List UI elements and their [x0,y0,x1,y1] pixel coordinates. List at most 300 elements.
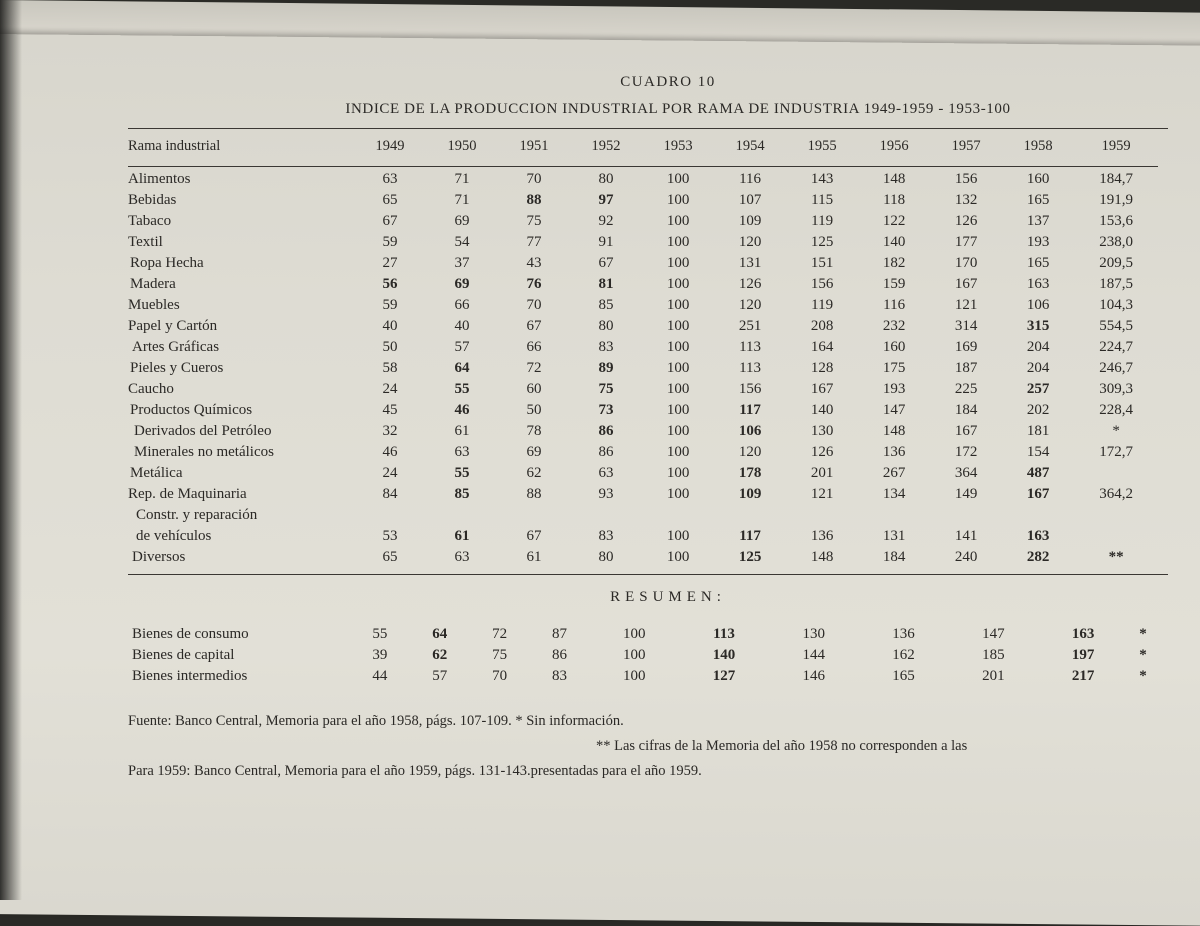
cell-value: 80 [598,318,614,334]
cell-value: 57 [454,339,470,355]
cell-value: 63 [454,444,470,460]
col-header-rama: Rama industrial [128,137,221,154]
cell-value: 117 [739,402,761,418]
cell-value [1074,526,1158,547]
row-label: Minerales no metálicos [134,444,274,460]
cell-value: 204 [1026,339,1050,355]
cell-value: 71 [454,192,470,208]
cell-value: 148 [882,171,906,187]
cell-value: 246,7 [1099,360,1133,376]
cell-value: 88 [526,486,542,502]
cell-value: 156 [954,171,978,187]
cell-value: 24 [382,381,398,397]
cell-value: 163 [1071,626,1095,642]
cell-value: 134 [882,486,906,502]
production-index-table [128,129,1158,568]
cell-value: 64 [432,626,448,642]
cell-value: 208 [810,318,834,334]
cell-value: 100 [623,626,646,642]
cell-value: 131 [738,255,762,271]
cell-value: 86 [598,444,614,460]
cell-value: 172 [954,444,978,460]
cell-value: 119 [811,213,834,229]
cell-value: 193 [882,381,906,397]
cell-value: 59 [382,234,398,250]
cell-value: 184,7 [1099,171,1133,187]
cell-value: 37 [454,255,470,271]
table-row [128,295,1158,316]
cell-value: 170 [954,255,978,271]
col-header-1958: 1958 [1023,137,1053,154]
table-row [128,337,1158,358]
cell-value: 80 [598,171,614,187]
cell-value: 75 [598,381,614,397]
row-label: Textil [128,234,163,250]
cell-value: 67 [598,255,614,271]
cell-value: 151 [810,255,834,271]
table-row [128,645,1158,666]
cell-value: 143 [810,171,834,187]
row-label: Bienes de consumo [132,626,249,642]
cell-value: 93 [598,486,614,502]
cell-value: 100 [666,339,690,355]
book-spine-shadow [0,0,22,900]
resumen-table [128,624,1158,687]
table-row [128,316,1158,337]
cell-value: 53 [382,528,398,544]
row-label: Alimentos [128,171,191,187]
table-caption: CUADRO 10 [620,74,716,90]
cell-value: 187 [954,360,978,376]
table-row [128,253,1158,274]
cell-value: 55 [454,381,470,397]
table-row [128,505,1158,526]
cell-value: 149 [954,486,978,502]
cell-value: 67 [382,213,398,229]
cell-value: 45 [382,402,398,418]
cell-value: 147 [882,402,906,418]
resumen-heading: RESUMEN: [610,589,726,605]
cell-value: 167 [954,423,978,439]
cell-value: 153,6 [1099,213,1133,229]
cell-value: 63 [598,465,614,481]
cell-value: 127 [712,668,736,684]
cell-value: 163 [1026,276,1050,292]
row-label: Madera [130,276,176,292]
table-row [128,666,1158,687]
cell-value: 100 [666,465,690,481]
cell-value: 67 [526,318,542,334]
cell-value: 202 [1026,402,1050,418]
cell-value: 154 [1026,444,1050,460]
cell-value: 92 [598,213,614,229]
cell-value: 167 [810,381,834,397]
col-header-1954: 1954 [735,137,765,154]
cell-value: 163 [1026,528,1050,544]
cell-value: 167 [1026,486,1050,502]
cell-value: 100 [666,360,690,376]
table-row [128,232,1158,253]
cell-value: 148 [810,549,834,565]
cell-value: 100 [666,423,690,439]
cell-value: 121 [810,486,834,502]
cell-value: 146 [802,668,826,684]
row-label: Artes Gráficas [132,339,220,355]
cell-value: 115 [811,192,834,208]
table-row [128,526,1158,547]
cell-value: 156 [810,276,834,292]
row-label: Bebidas [128,192,177,208]
cell-value: * [1139,626,1147,642]
cell-value: 86 [598,423,614,439]
cell-value: 118 [883,192,906,208]
cell-value: 165 [892,668,915,684]
cell-value: 184 [954,402,978,418]
cell-value: 131 [882,528,906,544]
cell-value: 54 [454,234,470,250]
cell-value: 97 [598,192,614,208]
cell-value: 104,3 [1099,297,1133,313]
cell-value: 78 [526,423,542,439]
cell-value: 55 [454,465,470,481]
cell-value: 61 [454,528,470,544]
cell-value: 119 [811,297,834,313]
row-label: Papel y Cartón [128,318,218,334]
cell-value: 66 [454,297,470,313]
table-row [128,442,1158,463]
cell-value: 169 [954,339,978,355]
cell-value: 83 [551,668,567,684]
cell-value: 201 [810,465,834,481]
cell-value: 228,4 [1099,402,1133,418]
row-label: Derivados del Petróleo [134,423,272,439]
cell-value: 172,7 [1099,444,1133,460]
cell-value: 109 [738,213,762,229]
footnotes [128,711,1168,782]
cell-value: 364,2 [1099,486,1133,502]
footnote-source-1958: Fuente: Banco Central, Memoria para el año 1958, págs. 107-109. * Sin información. [128,713,624,729]
cell-value: 63 [454,549,470,565]
cell-value: 71 [454,171,470,187]
cell-value: 144 [802,647,826,663]
footnote-source-1959: Para 1959: Banco Central, Memoria para el año 1959, págs. 131-143.presentadas para el año 1959. [128,763,702,779]
cell-value: 107 [738,192,762,208]
cell-value: 113 [713,626,735,642]
cell-value: 65 [382,549,398,565]
cell-value: 267 [882,465,906,481]
cell-value: 136 [892,626,915,642]
cell-value: 148 [882,423,906,439]
cell-value: 309,3 [1099,381,1133,397]
cell-value: 117 [739,528,761,544]
cell-value: 182 [882,255,906,271]
cell-value: 140 [882,234,906,250]
col-header-1956: 1956 [879,137,909,154]
cell-value: 100 [666,255,690,271]
cell-value: 66 [526,339,542,355]
cell-value: 77 [526,234,542,250]
resumen-table-body [128,624,1158,687]
cell-value: 32 [382,423,398,439]
cell-value: 58 [382,360,398,376]
cell-value: 70 [526,171,542,187]
cell-value: 100 [666,402,690,418]
cell-value: 24 [382,465,398,481]
cell-value: 140 [810,402,834,418]
cell-value: 120 [738,297,762,313]
cell-value: 240 [954,549,978,565]
cell-value: 209,5 [1099,255,1133,271]
cell-value: 167 [954,276,978,292]
cell-value: 224,7 [1099,339,1133,355]
cell-value: 40 [454,318,470,334]
cell-value: 315 [1026,318,1050,334]
table-row [128,211,1158,232]
cell-value: 121 [954,297,978,313]
cell-value: * [1139,668,1147,684]
row-label: Rep. de Maquinaria [128,486,247,502]
table-row [128,379,1158,400]
cell-value: 364 [954,465,978,481]
cell-value: 70 [526,297,542,313]
cell-value: 63 [382,171,398,187]
cell-value: 62 [432,647,448,663]
cell-value: 106 [738,423,762,439]
row-label: Productos Químicos [130,402,253,418]
cell-value: 70 [492,668,508,684]
cell-value: 282 [1026,549,1050,565]
table-row [128,421,1158,442]
cell-value: 67 [526,528,542,544]
cell-value: 50 [382,339,398,355]
cell-value: 69 [454,276,470,292]
cell-value: ** [1108,549,1124,565]
cell-value: 251 [738,318,762,334]
cell-value: 75 [492,647,508,663]
col-header-1957: 1957 [951,137,981,154]
cell-value: 44 [372,668,388,684]
cell-value: 160 [1026,171,1050,187]
col-header-1959: 1959 [1101,137,1131,154]
cell-value: 43 [526,255,542,271]
cell-value: 65 [382,192,398,208]
cell-value: 314 [954,318,978,334]
main-table-body [128,169,1158,568]
cell-value: 175 [882,360,906,376]
col-header-1952: 1952 [591,137,621,154]
cell-value: 27 [382,255,398,271]
cell-value: 76 [526,276,542,292]
cell-value: 100 [623,668,646,684]
cell-value [1074,463,1158,484]
cell-value: 181 [1026,423,1050,439]
cell-value: 165 [1026,255,1050,271]
cell-value: 61 [454,423,470,439]
cell-value: 225 [954,381,978,397]
cell-value: 88 [526,192,542,208]
cell-value: 46 [454,402,470,418]
footnote-double-asterisk: ** Las cifras de la Memoria del año 1958 no corresponden a las [596,738,968,754]
cell-value: 217 [1071,668,1095,684]
cell-value: 191,9 [1099,192,1133,208]
cell-value: 201 [982,668,1005,684]
cell-value: 100 [666,171,690,187]
header-bottom-rule [128,166,1158,167]
cell-value: 113 [739,360,762,376]
cell-value: 106 [1026,297,1050,313]
row-label: Bienes de capital [132,647,235,663]
empty-cell [354,505,1158,526]
header-row [128,129,1158,163]
cell-value: 159 [882,276,906,292]
col-header-1955: 1955 [807,137,837,154]
cell-value: 91 [598,234,614,250]
cell-value: 100 [666,192,690,208]
cell-value: 156 [738,381,762,397]
table-title: INDICE DE LA PRODUCCION INDUSTRIAL POR RAMA DE INDUSTRIA 1949-1959 - 1953-100 [345,101,1011,117]
cell-value: 165 [1026,192,1050,208]
table-row [128,463,1158,484]
cell-value: 122 [882,213,906,229]
table-row [128,274,1158,295]
cell-value: 120 [738,444,762,460]
cell-value: 116 [739,171,762,187]
cell-value: 73 [598,402,614,418]
cell-value: * [1112,423,1120,439]
cell-value: 125 [738,549,762,565]
cell-value: 125 [810,234,834,250]
row-label: Caucho [128,381,174,397]
cell-value: 69 [526,444,542,460]
cell-value: 130 [810,423,834,439]
cell-value: 126 [738,276,762,292]
table-row [128,484,1158,505]
cell-value: 85 [598,297,614,313]
cell-value: 59 [382,297,398,313]
cell-value: 100 [666,486,690,502]
row-label: Tabaco [128,213,172,229]
cell-value: 100 [666,318,690,334]
cell-value: 80 [598,549,614,565]
section-rule [128,574,1168,575]
cell-value: 40 [382,318,398,334]
cell-value: 147 [982,626,1005,642]
table-row [128,400,1158,421]
cell-value: 72 [526,360,542,376]
table-row [128,547,1158,568]
cell-value: 128 [810,360,834,376]
cell-value: 120 [738,234,762,250]
cell-value: 130 [802,626,826,642]
row-label: Ropa Hecha [130,255,204,271]
cell-value: 554,5 [1099,318,1133,334]
cell-value: 193 [1026,234,1050,250]
cell-value: 184 [882,549,906,565]
cell-value: 100 [623,647,646,663]
cell-value: 185 [982,647,1005,663]
cell-value: 109 [738,486,762,502]
row-label: Bienes intermedios [132,668,248,684]
cell-value: 81 [598,276,614,292]
row-label: Muebles [128,297,180,313]
cell-value: 137 [1026,213,1050,229]
cell-value: 100 [666,276,690,292]
cell-value: 85 [454,486,470,502]
cell-value: 75 [526,213,542,229]
col-header-1951: 1951 [519,137,549,154]
cell-value: 116 [883,297,906,313]
col-header-1950: 1950 [447,137,477,154]
row-label: Metálica [130,465,183,481]
col-header-1953: 1953 [663,137,693,154]
cell-value: 232 [882,318,906,334]
cell-value: 164 [810,339,834,355]
cell-value: 46 [382,444,398,460]
cell-value: 62 [526,465,542,481]
cell-value: 197 [1071,647,1095,663]
cell-value: 257 [1026,381,1050,397]
cell-value: 83 [598,528,614,544]
cell-value: 56 [382,276,398,292]
cell-value: 100 [666,297,690,313]
cell-value: 141 [954,528,978,544]
table-row [128,169,1158,190]
cell-value: 187,5 [1099,276,1133,292]
cell-value: 72 [492,626,508,642]
cell-value: 57 [432,668,448,684]
cell-value: 132 [954,192,978,208]
cell-value: 84 [382,486,398,502]
cell-value: 162 [892,647,915,663]
cell-value: 61 [526,549,542,565]
cell-value: 100 [666,444,690,460]
cell-value: 238,0 [1099,234,1133,250]
cell-value: * [1139,647,1147,663]
cell-value: 160 [882,339,906,355]
table-row [128,190,1158,211]
cell-value: 60 [526,381,542,397]
cell-value: 126 [954,213,978,229]
cell-value: 87 [551,626,567,642]
row-label-line1: Constr. y reparación [136,507,258,523]
document-content [128,74,1168,782]
cell-value: 487 [1026,465,1050,481]
cell-value: 55 [372,626,388,642]
cell-value: 100 [666,549,690,565]
cell-value: 86 [551,647,567,663]
cell-value: 100 [666,528,690,544]
row-label: Diversos [132,549,186,565]
cell-value: 69 [454,213,470,229]
cell-value: 83 [598,339,614,355]
cell-value: 50 [526,402,542,418]
cell-value: 39 [372,647,388,663]
cell-value: 113 [739,339,762,355]
row-label: Pieles y Cueros [130,360,224,376]
cell-value: 177 [954,234,978,250]
cell-value: 204 [1026,360,1050,376]
cell-value: 89 [598,360,614,376]
cell-value: 100 [666,381,690,397]
cell-value: 136 [882,444,906,460]
cell-value: 100 [666,213,690,229]
cell-value: 136 [810,528,834,544]
cell-value: 126 [810,444,834,460]
col-header-1949: 1949 [375,137,405,154]
cell-value: 178 [738,465,762,481]
cell-value: 64 [454,360,470,376]
table-row [128,624,1158,645]
